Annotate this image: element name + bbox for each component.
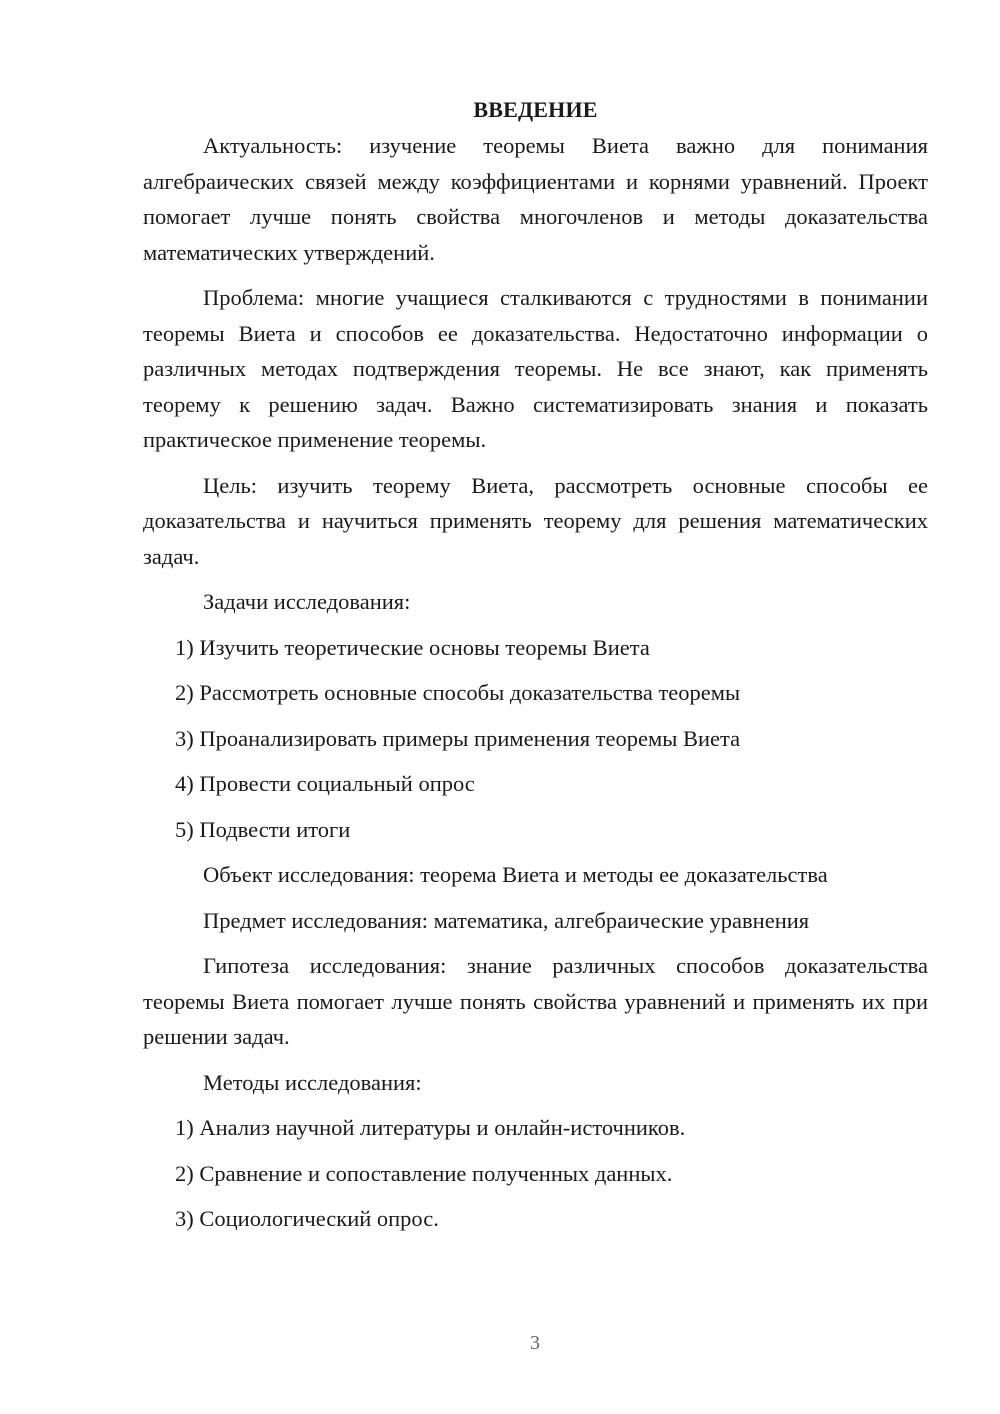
section-heading: ВВЕДЕНИЕ — [473, 97, 598, 122]
problem-paragraph: Проблема: многие учащиеся сталкиваются с трудностями в понимании теоремы Виета и способов ее доказательства. Недостаточно информации о различных методах подтверждения теоремы. Не все знают, как применять теорему к решению задач. Важно систематизировать знания и показать практическое применение теоремы. — [143, 285, 928, 452]
hypothesis-paragraph: Гипотеза исследования: знание различных способов доказательства теоремы Виета помогает лучше понять свойства уравнений и применять их при решении задач. — [143, 953, 928, 1049]
relevance-paragraph: Актуальность: изучение теоремы Виета важно для понимания алгебраических связей между коэффициентами и корнями уравнений. Проект помогает лучше понять свойства многочленов и методы доказательства математических утверждений. — [143, 133, 928, 265]
task-item: 2) Рассмотреть основные способы доказательства теоремы — [175, 680, 741, 705]
methods-list — [143, 1110, 928, 1237]
tasks-list — [143, 630, 928, 848]
task-item: 1) Изучить теоретические основы теоремы Виета — [175, 634, 650, 660]
method-item: 3) Социологический опрос. — [175, 1206, 439, 1231]
document-page — [143, 92, 928, 1247]
page-number: 3 — [530, 1332, 540, 1354]
tasks-title: Задачи исследования: — [203, 589, 411, 614]
task-item: 4) Провести социальный опрос — [175, 771, 475, 796]
goal-paragraph: Цель: изучить теорему Виета, рассмотреть основные способы ее доказательства и научиться применять теорему для решения математических задач. — [143, 472, 928, 569]
object-line: Объект исследования: теорема Виета и методы ее доказательства — [203, 862, 828, 887]
method-item: 2) Сравнение и сопоставление полученных данных. — [175, 1160, 673, 1186]
task-item: 5) Подвести итоги — [175, 816, 351, 842]
subject-line: Предмет исследования: математика, алгебраические уравнения — [203, 907, 810, 933]
task-item: 3) Проанализировать примеры применения теоремы Виета — [175, 725, 741, 751]
method-item: 1) Анализ научной литературы и онлайн-источников. — [175, 1115, 686, 1140]
methods-title: Методы исследования: — [203, 1069, 422, 1095]
